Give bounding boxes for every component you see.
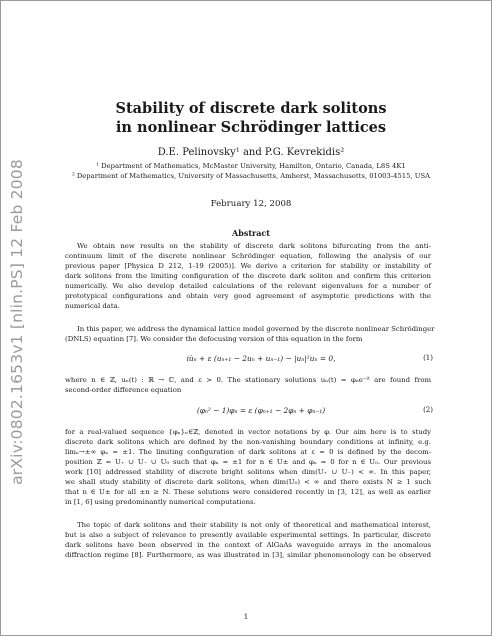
paragraph-line: limₙ→±∞ φₙ = ±1. The limiting configuration of dark solitons at ε = 0 is defined by the decom- <box>65 448 431 456</box>
abstract-line: numerical data. <box>65 302 120 310</box>
affiliation-2: ² Department of Mathematics, University of Massachusetts, Amherst, Massachusetts, 01003-4515, USA <box>71 172 431 180</box>
page-number: 1 <box>243 613 249 621</box>
abstract-heading: Abstract <box>232 228 270 238</box>
paragraph-line: where n ∈ ℤ, uₙ(t) : ℝ → ℂ, and ε > 0. The stationary solutions uₙ(t) = φₙe⁻ⁱᵗ are found from <box>65 376 431 384</box>
equation-1-number: (1) <box>423 354 433 362</box>
paragraph-line: second-order difference equation <box>65 386 182 394</box>
paragraph-line: we shall study stability of discrete dark solitons, when dim(U₀) < ∞ and there exists N ≥ 1 such <box>65 478 431 486</box>
equation-2: (φₙ² − 1)φₙ = ε (φₙ₊₁ − 2φₙ + φₙ₋₁) <box>196 406 326 415</box>
paragraph-line: diffraction regime [8]. Furthermore, as was illustrated in [3], similar phenomenology can be observed <box>65 551 431 559</box>
arxiv-identifier-stamp: arXiv:0802.1653v1 [nlin.PS] 12 Feb 2008 <box>8 159 26 485</box>
paragraph-line: work [10] addressed stability of discrete bright solitons when dim(U₊ ∪ U₋) < ∞. In this paper, <box>65 468 431 476</box>
paragraph-line: In this paper, we address the dynamical lattice model governed by the discrete nonlinear Schrödinger <box>77 325 435 333</box>
paragraph-line: that n ∈ U± for all ±n ≥ N. These solutions were considered recently in [3, 12], as well as earlier <box>65 488 431 496</box>
affiliation-1: ¹ Department of Mathematics, McMaster University, Hamilton, Ontario, Canada, L8S 4K1 <box>96 162 406 170</box>
title-line-2: in nonlinear Schrödinger lattices <box>115 119 387 136</box>
paragraph-line: discrete dark solitons which are defined by the non-vanishing boundary conditions at infinity, e.g. <box>65 438 431 446</box>
paragraph-line: The topic of dark solitons and their stability is not only of theoretical and mathematical interest, <box>77 521 431 529</box>
abstract-line: numerically. We also develop detailed calculations of the relevant eigenvalues for a number of <box>65 282 431 290</box>
paragraph-line: but is also a subject of relevance to presently available experimental settings. In particular, discrete <box>65 531 431 539</box>
equation-2-number: (2) <box>423 406 433 414</box>
paragraph-line: position ℤ = U₊ ∪ U₋ ∪ U₀ such that φₙ = ±1 for n ∈ U± and φₙ = 0 for n ∈ U₀. Our previous <box>65 458 431 466</box>
paper-title <box>41 99 461 137</box>
abstract-line: We obtain new results on the stability of discrete dark solitons bifurcating from the anti- <box>77 242 431 250</box>
abstract-line: continuum limit of the discrete nonlinear Schrödinger equation, following the analysis of our <box>65 252 431 260</box>
abstract-line: previous paper [Physica D 212, 1-19 (2005)]. We derive a criterion for stability or instability of <box>65 262 431 270</box>
abstract-line: prototypical configurations and obtain very good agreement of asymptotic predictions with the <box>65 292 431 300</box>
authors: D.E. Pelinovsky¹ and P.G. Kevrekidis² <box>157 147 345 158</box>
paper-date: February 12, 2008 <box>210 199 292 209</box>
paragraph-line: in [1, 6] using predominantly numerical computations. <box>65 498 256 506</box>
title-line-1: Stability of discrete dark solitons <box>115 100 387 117</box>
paragraph-line: for a real-valued sequence {φₙ}ₙ∈ℤ, denoted in vector notations by φ. Our aim here is to study <box>65 428 431 436</box>
abstract-line: dark solitons from the limiting configuration of the discrete dark soliton and confirm this criterion <box>65 272 431 280</box>
equation-1: iu̇ₙ + ε (uₙ₊₁ − 2uₙ + uₙ₋₁) − |uₙ|²uₙ = 0, <box>186 354 336 363</box>
paragraph-line: (DNLS) equation [7]. We consider the defocusing version of this equation in the form <box>65 335 363 343</box>
paragraph-line: dark solitons have been observed in the context of AlGaAs waveguide arrays in the anomalous <box>65 541 431 549</box>
